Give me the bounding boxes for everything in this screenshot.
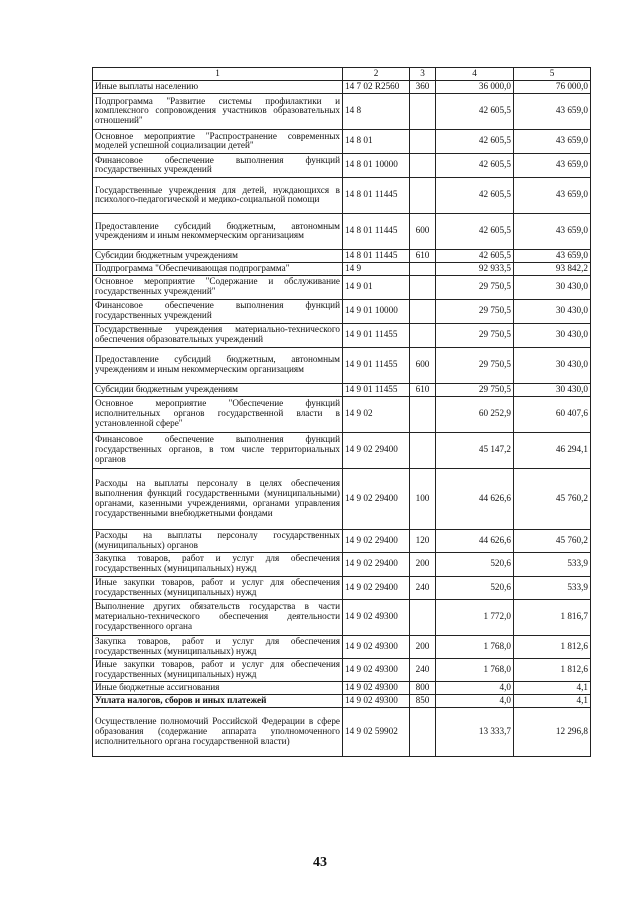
- row-name: Закупка товаров, работ и услуг для обеспечения государственных (муниципальных) нужд: [93, 635, 343, 658]
- row-name: Осуществление полномочий Российской Федерации в сфере образования (содержание аппарата уполномоченного исполнительного органа государственной власти): [93, 707, 343, 756]
- row-value-2: 43 659,0: [514, 93, 591, 129]
- page-number: 43: [313, 855, 327, 870]
- row-vr: 240: [410, 658, 436, 681]
- table-row: [93, 249, 591, 262]
- header-col-2: 2: [343, 68, 410, 81]
- row-value-1: 1 768,0: [436, 635, 514, 658]
- table-row: [93, 323, 591, 347]
- row-code: 14 9 02 29400: [343, 552, 410, 576]
- row-value-1: 42 605,5: [436, 93, 514, 129]
- row-vr: 600: [410, 347, 436, 383]
- row-name: Государственные учреждения для детей, нуждающихся в психолого-педагогической и медико-социальной помощи: [93, 177, 343, 213]
- row-code: 14 9 01 10000: [343, 299, 410, 323]
- row-name: Финансовое обеспечение выполнения функций государственных органов, в том числе территориальных органов: [93, 432, 343, 468]
- row-value-2: 43 659,0: [514, 129, 591, 153]
- row-value-2: 45 760,2: [514, 529, 591, 552]
- table-header: [93, 68, 591, 81]
- table-row: [93, 383, 591, 396]
- row-name: Основное мероприятие "Распространение современных моделей успешной социализации детей": [93, 129, 343, 153]
- table-row: [93, 529, 591, 552]
- row-code: 14 9 02 29400: [343, 432, 410, 468]
- table-row: [93, 635, 591, 658]
- table-row: [93, 347, 591, 383]
- row-value-2: 60 407,6: [514, 396, 591, 432]
- row-value-2: 43 659,0: [514, 249, 591, 262]
- row-code: 14 8: [343, 93, 410, 129]
- row-vr: [410, 323, 436, 347]
- row-value-1: 29 750,5: [436, 323, 514, 347]
- row-value-1: 29 750,5: [436, 299, 514, 323]
- row-value-2: 30 430,0: [514, 323, 591, 347]
- row-value-2: 30 430,0: [514, 383, 591, 396]
- row-value-2: 4,1: [514, 694, 591, 707]
- row-value-2: 76 000,0: [514, 81, 591, 94]
- row-value-1: 42 605,5: [436, 129, 514, 153]
- row-code: 14 9 02: [343, 396, 410, 432]
- row-value-1: 42 605,5: [436, 153, 514, 177]
- row-vr: 610: [410, 383, 436, 396]
- header-col-1: 1: [93, 68, 343, 81]
- row-value-2: 46 294,1: [514, 432, 591, 468]
- table-row: [93, 658, 591, 681]
- row-code: 14 9 02 59902: [343, 707, 410, 756]
- row-code: 14 9: [343, 262, 410, 275]
- row-value-2: 533,9: [514, 576, 591, 599]
- row-value-2: 533,9: [514, 552, 591, 576]
- row-code: 14 8 01 10000: [343, 153, 410, 177]
- table-row: [93, 299, 591, 323]
- row-name: Иные выплаты населению: [93, 81, 343, 94]
- row-code: 14 9 01 11455: [343, 347, 410, 383]
- row-value-1: 45 147,2: [436, 432, 514, 468]
- row-vr: 610: [410, 249, 436, 262]
- table-row: [93, 707, 591, 756]
- row-value-2: 43 659,0: [514, 153, 591, 177]
- header-col-3: 3: [410, 68, 436, 81]
- row-value-1: 13 333,7: [436, 707, 514, 756]
- row-name: Иные бюджетные ассигнования: [93, 681, 343, 694]
- row-name: Закупка товаров, работ и услуг для обеспечения государственных (муниципальных) нужд: [93, 552, 343, 576]
- row-value-2: 1 812,6: [514, 635, 591, 658]
- row-vr: [410, 177, 436, 213]
- row-code: 14 9 02 29400: [343, 576, 410, 599]
- row-value-2: 4,1: [514, 681, 591, 694]
- row-vr: 800: [410, 681, 436, 694]
- row-code: 14 9 02 49300: [343, 681, 410, 694]
- table-row: [93, 694, 591, 707]
- row-value-1: 29 750,5: [436, 383, 514, 396]
- row-name: Иные закупки товаров, работ и услуг для обеспечения государственных (муниципальных) нужд: [93, 658, 343, 681]
- row-value-2: 30 430,0: [514, 275, 591, 299]
- row-vr: [410, 275, 436, 299]
- row-vr: [410, 432, 436, 468]
- row-code: 14 9 01: [343, 275, 410, 299]
- row-vr: [410, 93, 436, 129]
- table-row: [93, 81, 591, 94]
- table-row: [93, 213, 591, 249]
- table-row: [93, 681, 591, 694]
- row-value-1: 29 750,5: [436, 275, 514, 299]
- table-row: [93, 552, 591, 576]
- row-vr: [410, 262, 436, 275]
- row-code: 14 8 01 11445: [343, 249, 410, 262]
- row-value-2: 43 659,0: [514, 177, 591, 213]
- row-name: Основное мероприятие "Обеспечение функций исполнительных органов государственной власти в установленной сфере": [93, 396, 343, 432]
- row-vr: 120: [410, 529, 436, 552]
- row-vr: 600: [410, 213, 436, 249]
- row-code: 14 9 01 11455: [343, 323, 410, 347]
- row-value-1: 520,6: [436, 552, 514, 576]
- row-value-1: 44 626,6: [436, 468, 514, 529]
- row-name: Расходы на выплаты персоналу государственных (муниципальных) органов: [93, 529, 343, 552]
- row-value-2: 43 659,0: [514, 213, 591, 249]
- table-row: [93, 599, 591, 635]
- row-name: Субсидии бюджетным учреждениям: [93, 383, 343, 396]
- table-row: [93, 396, 591, 432]
- row-value-2: 12 296,8: [514, 707, 591, 756]
- table-row: [93, 576, 591, 599]
- row-code: 14 9 02 29400: [343, 468, 410, 529]
- table-row: [93, 275, 591, 299]
- row-name: Основное мероприятие "Содержание и обслуживание государственных учреждений": [93, 275, 343, 299]
- table-row: [93, 93, 591, 129]
- row-value-1: 4,0: [436, 681, 514, 694]
- table-row: [93, 432, 591, 468]
- table-row: [93, 177, 591, 213]
- row-value-2: 45 760,2: [514, 468, 591, 529]
- row-code: 14 8 01: [343, 129, 410, 153]
- row-vr: [410, 396, 436, 432]
- row-vr: [410, 599, 436, 635]
- row-name: Расходы на выплаты персоналу в целях обеспечения выполнения функций государственными (муниципальными) органами, казенными учреждениями, органами управления государственными внебюджетными фондами: [93, 468, 343, 529]
- row-value-1: 1 768,0: [436, 658, 514, 681]
- row-value-2: 30 430,0: [514, 347, 591, 383]
- row-value-1: 29 750,5: [436, 347, 514, 383]
- row-name: Подпрограмма "Развитие системы профилактики и комплексного сопровождения участников образовательных отношений": [93, 93, 343, 129]
- row-code: 14 7 02 R2560: [343, 81, 410, 94]
- row-code: 14 9 02 49300: [343, 658, 410, 681]
- row-value-1: 1 772,0: [436, 599, 514, 635]
- row-name: Выполнение других обязательств государства в части материально-технического обеспечения деятельности государственного органа: [93, 599, 343, 635]
- table-body: [93, 81, 591, 757]
- row-value-1: 60 252,9: [436, 396, 514, 432]
- row-vr: [410, 299, 436, 323]
- row-code: 14 9 02 29400: [343, 529, 410, 552]
- row-name: Государственные учреждения материально-технического обеспечения образовательных учреждений: [93, 323, 343, 347]
- row-name: Уплата налогов, сборов и иных платежей: [93, 694, 343, 707]
- row-vr: [410, 153, 436, 177]
- row-name: Финансовое обеспечение выполнения функций государственных учреждений: [93, 153, 343, 177]
- row-vr: 200: [410, 552, 436, 576]
- row-code: 14 8 01 11445: [343, 213, 410, 249]
- row-value-1: 42 605,5: [436, 213, 514, 249]
- row-value-1: 520,6: [436, 576, 514, 599]
- row-name: Предоставление субсидий бюджетным, автономным учреждениям и иным некоммерческим организациям: [93, 213, 343, 249]
- row-vr: 100: [410, 468, 436, 529]
- row-code: 14 9 01 11455: [343, 383, 410, 396]
- row-code: 14 9 02 49300: [343, 599, 410, 635]
- table-row: [93, 262, 591, 275]
- row-vr: [410, 707, 436, 756]
- row-value-2: 1 812,6: [514, 658, 591, 681]
- row-value-1: 36 000,0: [436, 81, 514, 94]
- row-name: Подпрограмма "Обеспечивающая подпрограмма": [93, 262, 343, 275]
- row-code: 14 9 02 49300: [343, 694, 410, 707]
- table-row: [93, 129, 591, 153]
- row-vr: 240: [410, 576, 436, 599]
- row-value-1: 42 605,5: [436, 249, 514, 262]
- row-vr: 850: [410, 694, 436, 707]
- row-vr: 360: [410, 81, 436, 94]
- row-name: Субсидии бюджетным учреждениям: [93, 249, 343, 262]
- header-col-5: 5: [514, 68, 591, 81]
- row-code: 14 9 02 49300: [343, 635, 410, 658]
- table-row: [93, 468, 591, 529]
- table-row: [93, 153, 591, 177]
- header-col-4: 4: [436, 68, 514, 81]
- row-vr: 200: [410, 635, 436, 658]
- row-value-2: 93 842,2: [514, 262, 591, 275]
- row-value-1: 4,0: [436, 694, 514, 707]
- row-name: Финансовое обеспечение выполнения функций государственных учреждений: [93, 299, 343, 323]
- row-value-1: 44 626,6: [436, 529, 514, 552]
- row-value-2: 1 816,7: [514, 599, 591, 635]
- row-vr: [410, 129, 436, 153]
- row-name: Предоставление субсидий бюджетным, автономным учреждениям и иным некоммерческим организациям: [93, 347, 343, 383]
- row-name: Иные закупки товаров, работ и услуг для обеспечения государственных (муниципальных) нужд: [93, 576, 343, 599]
- row-code: 14 8 01 11445: [343, 177, 410, 213]
- row-value-1: 92 933,5: [436, 262, 514, 275]
- budget-table: [92, 67, 591, 757]
- row-value-2: 30 430,0: [514, 299, 591, 323]
- row-value-1: 42 605,5: [436, 177, 514, 213]
